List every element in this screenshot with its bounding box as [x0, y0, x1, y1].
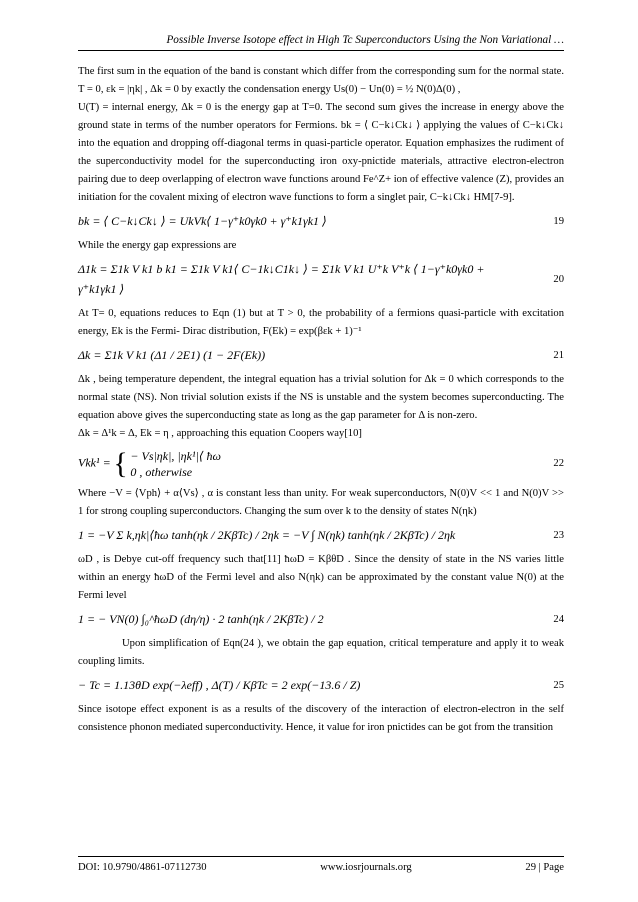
equation-24-body: 1 = − VN(0) ∫₀^ħωD (dη/η) · 2 tanh(ηk / 2KβTc) / 2 [78, 612, 324, 626]
equation-25-number: 25 [553, 680, 564, 691]
left-brace: { [113, 447, 128, 480]
equation-20-body: Δ1k = Σ1k V k1 b k1 = Σ1k V k1⟨ C−1k↓C1k↓ ⟩ = Σ1k V k1 U⁺k V⁺k ⟨ 1−γ⁺k0γk0 + γ⁺k1γk1 ⟩ [78, 262, 485, 296]
paragraph-6: Where −V = ⟨Vph⟩ + α⟨Vs⟩ , α is constant less than unity. For weak superconductors, N(0)V << 1 and N(0)V >> 1 for strong coupling superconductors. Changing the sum over k to the density of states N(ηk) [78, 488, 564, 517]
paragraph-2: U(T) = internal energy, Δk = 0 is the energy gap at T=0. The second sum gives the increase in energy above the ground state in terms of the number operators for Fermions. bk = ⟨ C−k↓Ck↓ ⟩ applying the values of C−k↓Ck↓ into the equation and dropping off-diagonal terms in quasi-particle operator. Equation emphasizes the rudiment of the superconductivity model for the superconducting iron oxy-pnictide materials, attractive electron-electron pairing due to deep overlapping of electron wave functions around Fe^Z+ ion of effective valence (Z), provides an initiation for the covalent mixing of electron wave functions to form a singlet pair, C−k↓Ck↓ HM[7-9]. [78, 102, 564, 203]
paragraph-4: At T= 0, equations reduces to Eqn (1) but at T > 0, the probability of a fermions quasi-particle with excitation energy, Ek is the Fermi- Dirac distribution, F(Ek) = exp(βεk + 1)⁻¹ [78, 308, 564, 337]
page-body [78, 63, 564, 737]
equation-21 [78, 346, 564, 366]
equation-24-number: 24 [553, 614, 564, 625]
equation-19 [78, 212, 564, 232]
paragraph-8: Upon simplification of Eqn(24 ), we obtain the gap equation, critical temperature and apply it to weak coupling limits. [78, 638, 564, 667]
equation-23-number: 23 [553, 530, 564, 541]
paper-page [78, 0, 564, 902]
equation-23-body: 1 = −V Σ k,ηk|⟨ħω tanh(ηk / 2KβTc) / 2ηk = −V ∫ N(ηk) tanh(ηk / 2KβTc) / 2ηk [78, 528, 456, 542]
equation-20-number: 20 [553, 274, 564, 285]
footer-website: www.iosrjournals.org [320, 862, 412, 873]
footer-doi: DOI: 10.9790/4861-07112730 [78, 862, 207, 873]
equation-22-case-2: 0 , otherwise [130, 465, 193, 479]
equation-25 [78, 676, 564, 696]
equation-25-body: − Tc = 1.13θD exp(−λeff) , Δ(T) / KβTc = 2 exp(−13.6 / Z) [78, 678, 361, 692]
approach-equation: Δk = Δ¹k = Δ, Ek = η , approaching this equation Coopers way[10] [78, 428, 362, 439]
paragraph-7: ωD , is Debye cut-off frequency such that[11] ħωD = KβθD . Since the density of state in the NS varies little within an energy ħωD of the Fermi level and also N(ηk) can be approximated by the constant value N(0) at the Fermi level [78, 554, 564, 601]
running-header: Possible Inverse Isotope effect in High Tc Superconductors Using the Non Variational … [166, 34, 564, 46]
footer-page-number: 29 | Page [525, 862, 564, 873]
footer-rule [78, 856, 564, 857]
equation-21-number: 21 [553, 350, 564, 361]
paragraph-3: While the energy gap expressions are [78, 240, 237, 251]
equation-20 [78, 260, 564, 300]
equation-22-lhs: Vkk¹ = [78, 455, 111, 470]
equation-22-case-1: − Vs|ηk|, |ηk¹|⟨ ħω [130, 449, 222, 463]
paragraph-5: Δk , being temperature dependent, the integral equation has a trivial solution for Δk = 0 which corresponds to the normal state (NS). Non trivial solution exists if the NS is unstable and the system becomes superconducting. The equation above gives the superconducting state as long as the gap parameter for Δ is non-zero. [78, 374, 564, 421]
equation-21-body: Δk = Σ1k V k1 (Δ1 / 2E1) (1 − 2F(Ek)) [78, 348, 266, 362]
equation-19-body: bk = ⟨ C−k↓Ck↓ ⟩ = UkVk⟨ 1−γ⁺k0γk0 + γ⁺k1γk1 ⟩ [78, 214, 327, 228]
equation-24 [78, 610, 564, 630]
equation-19-number: 19 [553, 216, 564, 227]
equation-22 [78, 448, 564, 480]
page-footer [78, 862, 564, 873]
equation-22-cases [130, 448, 221, 480]
equation-22-number: 22 [553, 458, 564, 469]
header-rule [78, 50, 564, 51]
paragraph-9: Since isotope effect exponent is as a results of the discovery of the interaction of electron-electron in the self consistence phonon mediated superconductivity. Hence, it value for iron pnictides can be got from the transition [78, 704, 564, 733]
equation-23 [78, 526, 564, 546]
paragraph-1: The first sum in the equation of the band is constant which differ from the corresponding sum for the normal state. T = 0, εk = |ηk| , Δk = 0 by exactly the condensation energy Us(0) − Un(0) = ½ N(0)Δ(0) , [78, 66, 564, 95]
